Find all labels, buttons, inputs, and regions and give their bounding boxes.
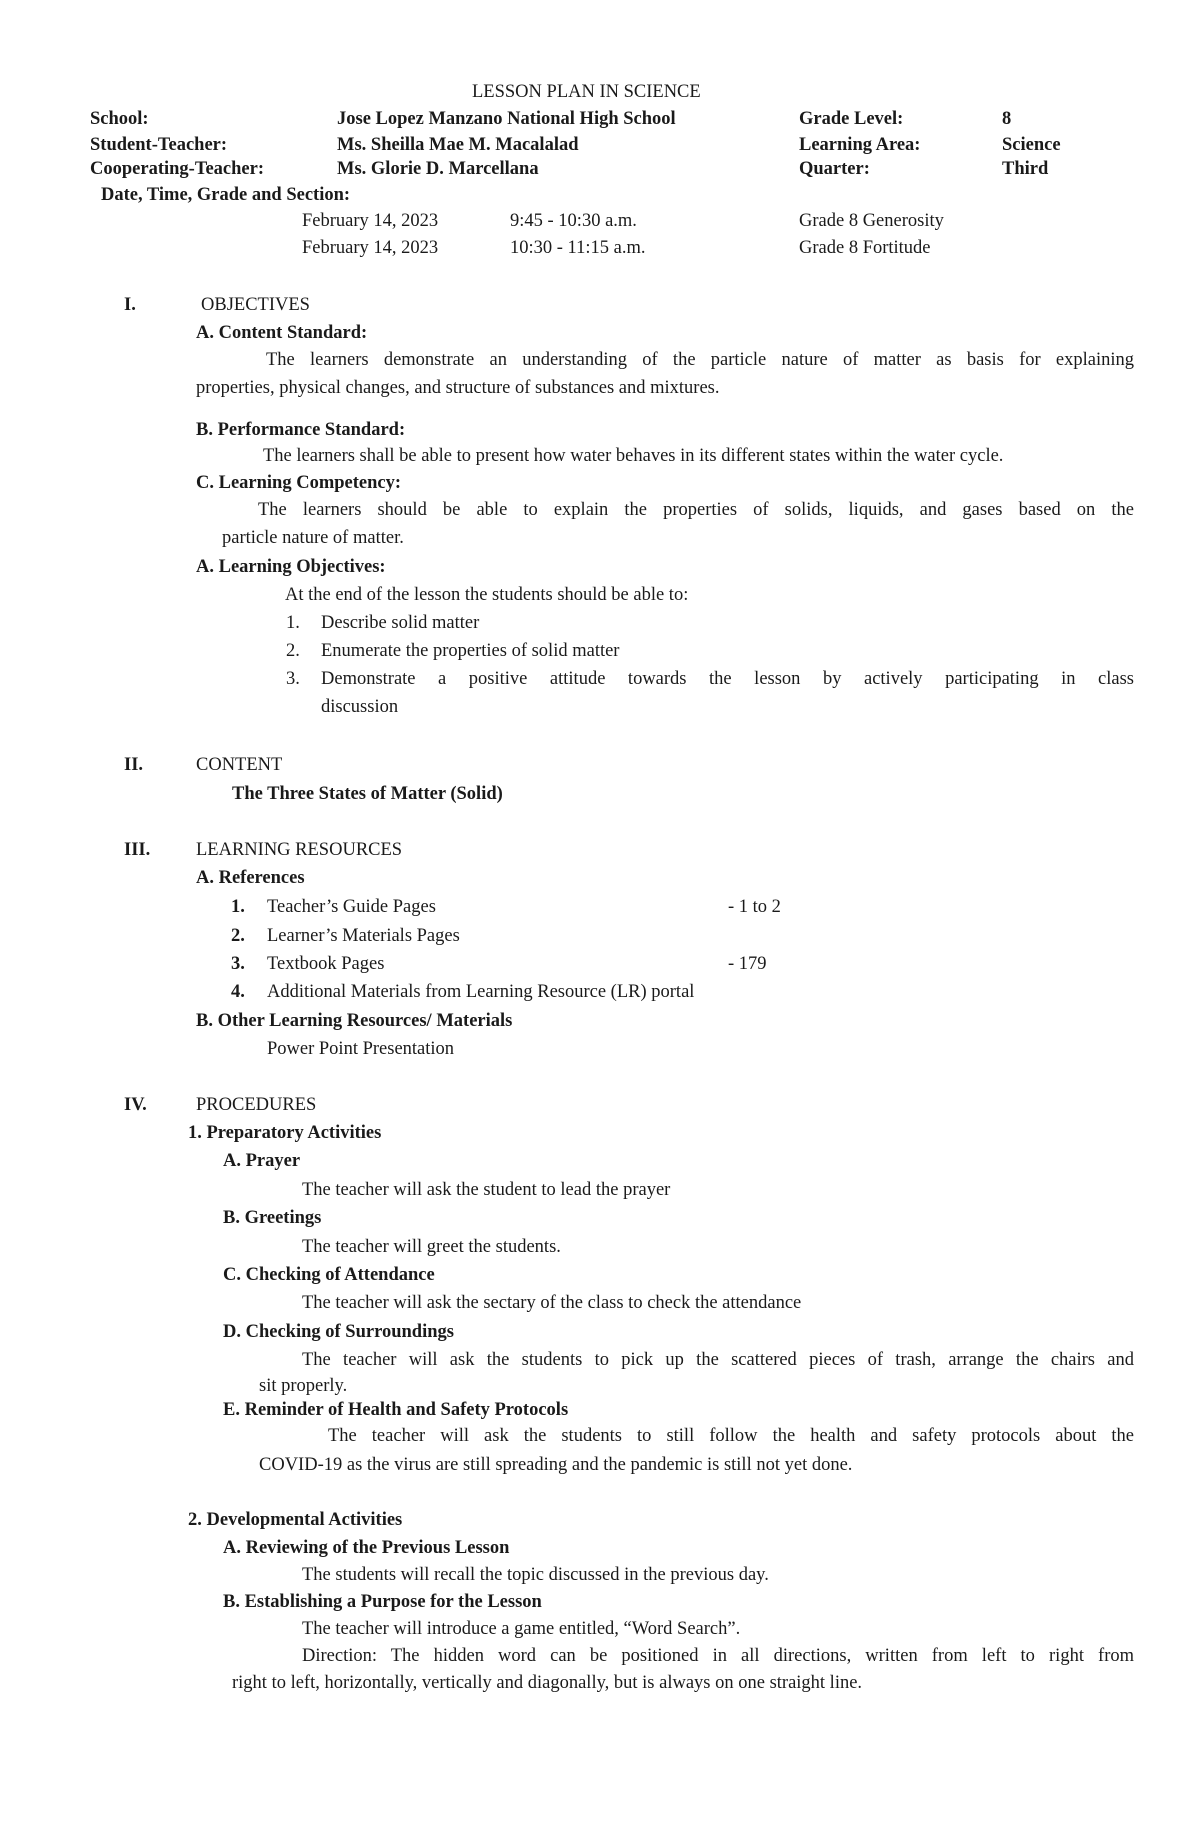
learning-objectives-intro: At the end of the lesson the students should be able to: [285, 585, 689, 605]
performance-standard-text: The learners shall be able to present how water behaves in its different states within the water cycle. [263, 446, 1004, 466]
school-label: School: [90, 109, 149, 129]
other-resources-text: Power Point Presentation [267, 1039, 455, 1059]
section-numeral: I. [124, 295, 136, 315]
schedule-date: February 14, 2023 [302, 211, 439, 231]
grade-level-label: Grade Level: [799, 109, 904, 129]
schedule-section: Grade 8 Generosity [799, 211, 944, 231]
objective-number: 1. [286, 613, 300, 633]
surroundings-text: The teacher will ask the students to pick up the scattered pieces of trash, arrange the chairs and [302, 1350, 1134, 1370]
reference-item: Additional Materials from Learning Resource (LR) portal [267, 982, 695, 1002]
section-heading: LEARNING RESOURCES [196, 840, 403, 860]
prayer-label: A. Prayer [223, 1151, 301, 1171]
learning-competency-text: particle nature of matter. [222, 528, 404, 548]
reference-item: Teacher’s Guide Pages [267, 897, 436, 917]
page-title: LESSON PLAN IN SCIENCE [472, 82, 701, 102]
developmental-activities-label: 2. Developmental Activities [188, 1510, 403, 1530]
other-resources-label: B. Other Learning Resources/ Materials [196, 1011, 513, 1031]
schedule-date: February 14, 2023 [302, 238, 439, 258]
section-heading: CONTENT [196, 755, 283, 775]
objective-item: Enumerate the properties of solid matter [321, 641, 620, 661]
objective-number: 3. [286, 669, 300, 689]
health-protocols-label: E. Reminder of Health and Safety Protocols [223, 1400, 569, 1420]
content-standard-text: The learners demonstrate an understanding of the particle nature of matter as basis for explaining [266, 350, 1134, 370]
direction-text: right to left, horizontally, vertically and diagonally, but is always on one straight line. [232, 1673, 863, 1693]
greetings-text: The teacher will greet the students. [302, 1237, 561, 1257]
references-label: A. References [196, 868, 305, 888]
school-name: Jose Lopez Manzano National High School [337, 109, 676, 129]
direction-text: Direction: The hidden word can be positioned in all directions, written from left to right from [302, 1646, 1134, 1666]
greetings-label: B. Greetings [223, 1208, 322, 1228]
prayer-text: The teacher will ask the student to lead the prayer [302, 1180, 671, 1200]
reference-pages: - 179 [728, 954, 767, 974]
reference-pages: - 1 to 2 [728, 897, 781, 917]
attendance-text: The teacher will ask the sectary of the class to check the attendance [302, 1293, 802, 1313]
section-heading: PROCEDURES [196, 1095, 317, 1115]
objective-item: Demonstrate a positive attitude towards the lesson by actively participating in class [321, 669, 1134, 689]
health-protocols-text: COVID-19 as the virus are still spreading and the pandemic is still not yet done. [259, 1455, 853, 1475]
schedule-time: 9:45 - 10:30 a.m. [510, 211, 637, 231]
student-teacher-name: Ms. Sheilla Mae M. Macalalad [337, 135, 579, 155]
content-standard-label: A. Content Standard: [196, 323, 368, 343]
review-label: A. Reviewing of the Previous Lesson [223, 1538, 510, 1558]
learning-objectives-label: A. Learning Objectives: [196, 557, 386, 577]
objective-item-continued: discussion [321, 697, 399, 717]
purpose-text: The teacher will introduce a game entitled, “Word Search”. [302, 1619, 741, 1639]
reference-number: 2. [231, 926, 245, 946]
content-standard-text: properties, physical changes, and structure of substances and mixtures. [196, 378, 720, 398]
grade-level-value: 8 [1002, 109, 1012, 129]
reference-item: Textbook Pages [267, 954, 385, 974]
objective-item: Describe solid matter [321, 613, 480, 633]
purpose-label: B. Establishing a Purpose for the Lesson [223, 1592, 542, 1612]
performance-standard-label: B. Performance Standard: [196, 420, 406, 440]
cooperating-teacher-name: Ms. Glorie D. Marcellana [337, 159, 539, 179]
learning-area-label: Learning Area: [799, 135, 921, 155]
attendance-label: C. Checking of Attendance [223, 1265, 435, 1285]
reference-number: 3. [231, 954, 245, 974]
quarter-value: Third [1002, 159, 1049, 179]
schedule-label: Date, Time, Grade and Section: [101, 185, 351, 205]
reference-number: 1. [231, 897, 245, 917]
section-numeral: III. [124, 840, 151, 860]
reference-item: Learner’s Materials Pages [267, 926, 460, 946]
learning-competency-text: The learners should be able to explain the properties of solids, liquids, and gases based on the [258, 500, 1134, 520]
content-topic: The Three States of Matter (Solid) [232, 784, 503, 804]
objective-number: 2. [286, 641, 300, 661]
reference-number: 4. [231, 982, 245, 1002]
surroundings-text: sit properly. [259, 1376, 348, 1396]
review-text: The students will recall the topic discussed in the previous day. [302, 1565, 769, 1585]
learning-competency-label: C. Learning Competency: [196, 473, 402, 493]
section-heading: OBJECTIVES [201, 295, 310, 315]
section-numeral: II. [124, 755, 144, 775]
schedule-time: 10:30 - 11:15 a.m. [510, 238, 646, 258]
learning-area-value: Science [1002, 135, 1061, 155]
preparatory-activities-label: 1. Preparatory Activities [188, 1123, 382, 1143]
student-teacher-label: Student-Teacher: [90, 135, 228, 155]
section-numeral: IV. [124, 1095, 147, 1115]
quarter-label: Quarter: [799, 159, 870, 179]
schedule-section: Grade 8 Fortitude [799, 238, 931, 258]
surroundings-label: D. Checking of Surroundings [223, 1322, 454, 1342]
cooperating-teacher-label: Cooperating-Teacher: [90, 159, 265, 179]
health-protocols-text: The teacher will ask the students to still follow the health and safety protocols about the [328, 1426, 1134, 1446]
